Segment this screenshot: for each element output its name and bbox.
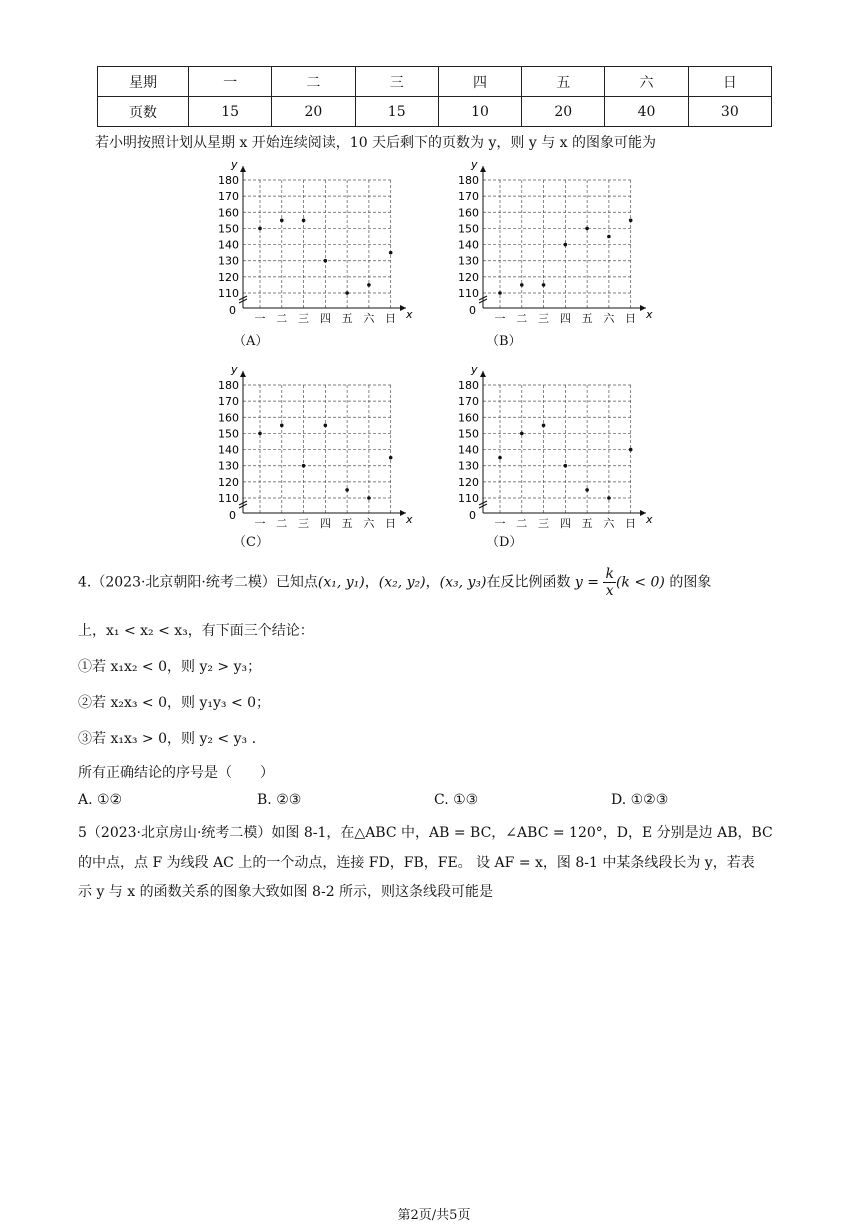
x-tick-label: 六 — [603, 517, 615, 530]
chart-d — [440, 355, 660, 530]
y-tick-label: 180 — [218, 379, 239, 392]
table-cell: 日 — [688, 67, 771, 97]
data-point — [585, 488, 589, 492]
data-point — [585, 227, 589, 231]
data-point — [324, 424, 328, 428]
question-4-prefix: 4.（2023·北京朝阳·统考二模）已知点 — [78, 574, 318, 591]
x-tick-label: 六 — [363, 312, 375, 325]
y-tick-label: 160 — [458, 411, 479, 425]
y-tick-label: 110 — [218, 287, 239, 300]
y-axis-arrow — [480, 371, 486, 377]
y-tick-label: 160 — [218, 411, 239, 425]
y-axis-arrow — [240, 166, 246, 172]
x-axis-label: x — [406, 513, 413, 526]
chart-caption-c: （C） — [233, 535, 269, 550]
question-4-mid: 在反比例函数 — [486, 574, 571, 591]
y-tick-label: 180 — [218, 174, 239, 187]
x-tick-label: 三 — [298, 517, 310, 530]
table-row — [98, 67, 772, 97]
y-tick-label: 150 — [458, 222, 479, 236]
data-point — [520, 432, 524, 436]
function-lhs: y = — [574, 574, 600, 591]
function-fraction — [603, 566, 615, 599]
data-point — [280, 219, 284, 223]
x-tick-label: 一 — [494, 312, 506, 325]
table-cell: 三 — [355, 67, 438, 97]
y-tick-label: 110 — [458, 492, 479, 505]
question-4-suffix: 的图象 — [669, 574, 712, 591]
y-tick-label: 170 — [458, 190, 479, 204]
y-axis-label: y — [231, 363, 238, 376]
table-cell: 一 — [189, 67, 272, 97]
y-axis-arrow — [240, 371, 246, 377]
origin-label: 0 — [229, 304, 236, 317]
x-tick-label: 四 — [559, 312, 571, 325]
data-point — [367, 283, 371, 287]
x-tick-label: 一 — [494, 517, 506, 530]
table-cell: 六 — [605, 67, 688, 97]
x-axis-label: x — [646, 513, 653, 526]
y-tick-label: 120 — [218, 270, 239, 284]
data-point — [345, 488, 349, 492]
point-3: (x₃, y₃) — [439, 574, 487, 591]
y-tick-label: 170 — [458, 395, 479, 409]
x-tick-label: 六 — [603, 312, 615, 325]
point-1: (x₁, y₁) — [317, 574, 365, 591]
question-5-line2: 的中点，点 F 为线段 AC 上的一个动点，连接 FD，FB，FE。 设 AF = x，图 8-1 中某条线段长为 y，若表 — [78, 855, 755, 871]
fraction-numerator: k — [605, 566, 614, 582]
page-footer: 第2页/共5页 — [397, 1208, 471, 1223]
y-axis-label: y — [471, 363, 478, 376]
y-tick-label: 170 — [218, 395, 239, 409]
y-tick-label: 140 — [218, 238, 239, 252]
y-tick-label: 160 — [218, 206, 239, 220]
data-point — [629, 219, 633, 223]
data-point — [607, 235, 611, 239]
x-tick-label: 二 — [276, 517, 288, 530]
x-tick-label: 五 — [581, 517, 593, 530]
x-tick-label: 三 — [538, 312, 550, 325]
x-tick-label: 日 — [625, 312, 637, 325]
y-tick-label: 160 — [458, 206, 479, 220]
x-axis-label: x — [646, 308, 653, 321]
table-row — [98, 97, 772, 127]
x-tick-label: 五 — [341, 517, 353, 530]
y-tick-label: 130 — [458, 459, 479, 473]
table-cell: 20 — [272, 97, 355, 127]
question-5-line3: 示 y 与 x 的函数关系的图象大致如图 8-2 所示，则这条线段可能是 — [78, 884, 494, 900]
data-point — [542, 283, 546, 287]
question-5-line1: 5（2023·北京房山·统考二模）如图 8-1，在△ABC 中，AB = BC，∠ABC = 120°，D，E 分别是边 AB，BC — [78, 825, 773, 841]
data-point — [389, 251, 393, 255]
x-tick-label: 一 — [254, 517, 266, 530]
question-4-stem: 4.（2023·北京朝阳·统考二模）已知点(x₁, y₁)，(x₂, y₂)，(x₃, y₃)在反比例函数 y = $\frac{k}{x}$ (k < 0) 的图象 — [78, 566, 712, 599]
table-cell: 30 — [688, 97, 771, 127]
x-tick-label: 一 — [254, 312, 266, 325]
option-b: B. ②③ — [257, 792, 302, 808]
table-cell: 五 — [522, 67, 605, 97]
x-tick-label: 六 — [363, 517, 375, 530]
y-tick-label: 120 — [458, 475, 479, 489]
origin-label: 0 — [469, 509, 476, 522]
y-tick-label: 140 — [218, 443, 239, 457]
conclusion-3: ③若 x₁x₃ > 0，则 y₂ < y₃ . — [78, 731, 257, 747]
origin-label: 0 — [469, 304, 476, 317]
table-cell: 15 — [355, 97, 438, 127]
function-condition: (k < 0) — [615, 574, 665, 591]
data-point — [258, 432, 262, 436]
y-tick-label: 130 — [458, 254, 479, 268]
x-axis-label: x — [406, 308, 413, 321]
x-tick-label: 二 — [516, 312, 528, 325]
y-tick-label: 140 — [458, 238, 479, 252]
data-point — [498, 456, 502, 460]
data-point — [564, 243, 568, 247]
point-2: (x₂, y₂) — [378, 574, 426, 591]
x-tick-label: 四 — [319, 312, 331, 325]
data-point — [280, 424, 284, 428]
option-c: C. ①③ — [434, 792, 479, 808]
data-point — [324, 259, 328, 263]
conclusion-2: ②若 x₂x₃ < 0，则 y₁y₃ < 0； — [78, 695, 271, 711]
y-tick-label: 120 — [458, 270, 479, 284]
chart-b — [440, 150, 660, 325]
y-tick-label: 140 — [458, 443, 479, 457]
y-axis-arrow — [480, 166, 486, 172]
table-header-cell: 星期 — [98, 67, 189, 97]
y-tick-label: 170 — [218, 190, 239, 204]
table-header-cell: 页数 — [98, 97, 189, 127]
y-axis-label: y — [471, 158, 478, 171]
data-point — [367, 496, 371, 500]
data-point — [542, 424, 546, 428]
x-tick-label: 三 — [298, 312, 310, 325]
fraction-denominator: x — [605, 583, 614, 599]
x-tick-label: 五 — [341, 312, 353, 325]
data-point — [302, 219, 306, 223]
y-tick-label: 150 — [218, 427, 239, 441]
table-cell: 15 — [189, 97, 272, 127]
table-cell: 40 — [605, 97, 688, 127]
question-4-line2: 上，x₁ < x₂ < x₃，有下面三个结论： — [78, 623, 314, 639]
x-tick-label: 四 — [559, 517, 571, 530]
y-tick-label: 130 — [218, 459, 239, 473]
x-tick-label: 二 — [276, 312, 288, 325]
table-cell: 10 — [438, 97, 521, 127]
data-point — [607, 496, 611, 500]
chart-a — [200, 150, 420, 325]
data-point — [345, 291, 349, 295]
origin-label: 0 — [229, 509, 236, 522]
y-tick-label: 150 — [458, 427, 479, 441]
data-point — [629, 448, 633, 452]
y-tick-label: 180 — [458, 379, 479, 392]
x-tick-label: 日 — [385, 517, 397, 530]
data-point — [498, 291, 502, 295]
chart-caption-d: （D） — [486, 535, 523, 550]
question-3-text: 若小明按照计划从星期 x 开始连续阅读，10 天后剩下的页数为 y，则 y 与 x 的图象可能为 — [95, 135, 657, 151]
y-tick-label: 130 — [218, 254, 239, 268]
x-tick-label: 二 — [516, 517, 528, 530]
chart-caption-a: （A） — [233, 334, 269, 349]
x-tick-label: 日 — [385, 312, 397, 325]
chart-c — [200, 355, 420, 530]
x-tick-label: 日 — [625, 517, 637, 530]
y-tick-label: 110 — [458, 287, 479, 300]
option-a: A. ①② — [78, 792, 123, 808]
reading-table — [97, 66, 772, 127]
x-tick-label: 四 — [319, 517, 331, 530]
y-axis-label: y — [231, 158, 238, 171]
y-tick-label: 180 — [458, 174, 479, 187]
question-4-ask: 所有正确结论的序号是（ ） — [78, 765, 274, 781]
table-cell: 四 — [438, 67, 521, 97]
table-cell: 20 — [522, 97, 605, 127]
y-tick-label: 110 — [218, 492, 239, 505]
data-point — [258, 227, 262, 231]
option-d: D. ①②③ — [611, 792, 669, 808]
data-point — [389, 456, 393, 460]
y-tick-label: 150 — [218, 222, 239, 236]
x-tick-label: 三 — [538, 517, 550, 530]
conclusion-1: ①若 x₁x₂ < 0，则 y₂ > y₃； — [78, 659, 262, 675]
y-tick-label: 120 — [218, 475, 239, 489]
data-point — [520, 283, 524, 287]
data-point — [564, 464, 568, 468]
chart-caption-b: （B） — [486, 334, 522, 349]
x-tick-label: 五 — [581, 312, 593, 325]
data-point — [302, 464, 306, 468]
table-cell: 二 — [272, 67, 355, 97]
